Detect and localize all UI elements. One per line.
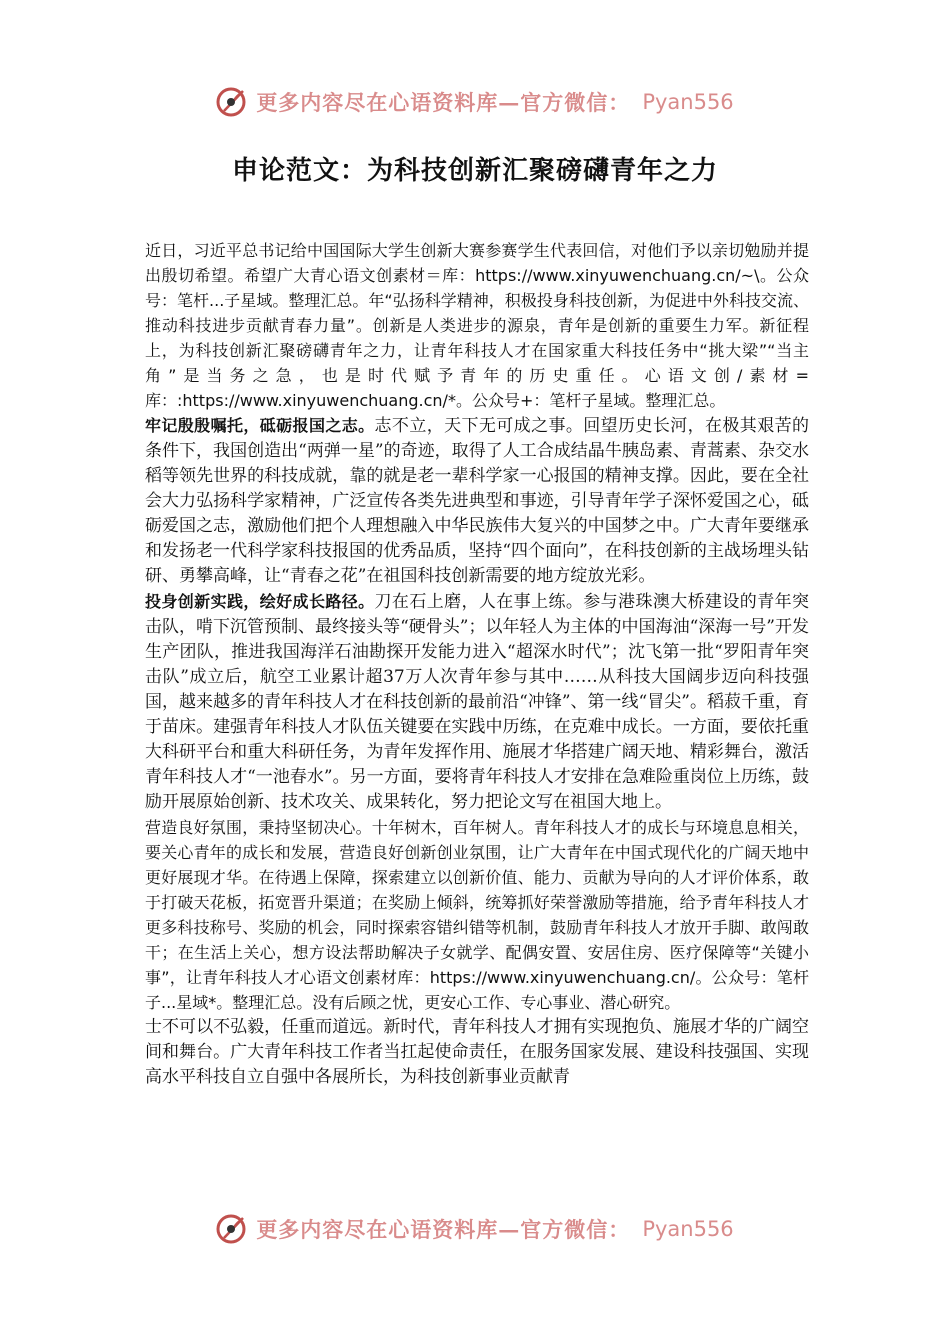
paragraph-text: 士不可以不弘毅，任重而道远。新时代，青年科技人才拥有实现抱负、施展才华的广阔空间和舞台。广大青年科技工作者当扛起使命责任，在服务国家发展、建设科技强国、实现高水平科技自立自强中各展所长，为科技创新事业贡献青 [145,1017,809,1087]
paragraph-lead: 投身创新实践，绘好成长路径。 [145,592,375,611]
page-title: 申论范文：为科技创新汇聚磅礴青年之力 [231,156,718,186]
paragraph-text: 刀在石上磨，人在事上练。参与港珠澳大桥建设的青年突击队，啃下沉管预制、最终接头等“硬骨头”；以年轻人为主体的中国海油“深海一号”开发生产团队，推进我国海洋石油勘探开发能力进入“超深水时代”；沈飞第一批“罗阳青年突击队”成立后，航空工业累计超37万人次青年参与其中……从科技大国阔步迈向科技强国，越来越多的青年科技人才在科技创新的最前沿“冲锋”、第一线“冒尖”。稻菽千重，育于苗床。建强青年科技人才队伍关键要在实践中历练，在克难中成长。一方面，要依托重大科研平台和重大科研任务，为青年发挥作用、施展才华搭建广阔天地、精彩舞台，激活青年科技人才“一池春水”。另一方面，要将青年科技人才安排在急难险重岗位上历练，鼓励开展原始创新、技术攻关、成果转化，努力把论文写在祖国大地上。 [145,592,809,812]
header-banner [0,84,950,120]
footer-banner [0,1211,950,1247]
paragraph-5 [145,1015,809,1090]
paragraph-lead: 牢记殷殷嘱托，砥砺报国之志。 [145,416,375,435]
banner-text: 更多内容尽在心语资料库—官方微信： [256,1217,631,1242]
article-body [145,238,809,1090]
paragraph-2 [145,413,809,589]
paragraph-1 [145,238,809,413]
quill-logo-icon [216,1212,250,1246]
banner-wechat-handle: Pyan556 [642,90,734,114]
paragraph-4 [145,815,809,1015]
paragraph-text: 营造良好氛围，秉持坚韧决心。十年树木，百年树人。青年科技人才的成长与环境息息相关，要关心青年的成长和发展，营造良好创新创业氛围，让广大青年在中国式现代化的广阔天地中更好展现才华。在待遇上保障，探索建立以创新价值、能力、贡献为导向的人才评价体系，敢于打破天花板，拓宽晋升渠道；在奖励上倾斜，统筹抓好荣誉激励等措施，给予青年科技人才更多科技称号、奖励的机会，同时探索容错纠错等机制，鼓励青年科技人才放开手脚、敢闯敢干；在生活上关心，想方设法帮助解决子女就学、配偶安置、安居住房、医疗保障等“关键小事”，让青年科技人才心语文创素材库：https://www.xinyuwenchuang.cn/。公众号：笔杆子...星域*。整理汇总。没有后顾之忧，更安心工作、专心事业、潜心研究。 [145,818,809,1012]
paragraph-3 [145,589,809,815]
banner-text: 更多内容尽在心语资料库—官方微信： [256,90,631,115]
paragraph-text: 近日，习近平总书记给中国国际大学生创新大赛参赛学生代表回信，对他们予以亲切勉励并提出殷切希望。希望广大青心语文创素材＝库：https://www.xinyuwenchuang.cn/~\。公众号：笔杆...子星域。整理汇总。年“弘扬科学精神，积极投身科技创新，为促进中外科技交流、推动科技进步贡献青春力量”。创新是人类进步的源泉，青年是创新的重要生力军。新征程上，为科技创新汇聚磅礴青年之力，让青年科技人才在国家重大科技任务中“挑大梁”“当主角”是当务之急，也是时代赋予青年的历史重任。心语文创/素材=库：:https://www.xinyuwenchuang.cn/*。公众号+：笔杆子星域。整理汇总。 [145,241,809,410]
paragraph-text: 志不立，天下无可成之事。回望历史长河，在极其艰苦的条件下，我国创造出“两弹一星”的奇迹，取得了人工合成结晶牛胰岛素、青蒿素、杂交水稻等领先世界的科技成就，靠的就是老一辈科学家一心报国的精神支撑。因此，要在全社会大力弘扬科学家精神，广泛宣传各类先进典型和事迹，引导青年学子深怀爱国之心，砥砺爱国之志，激励他们把个人理想融入中华民族伟大复兴的中国梦之中。广大青年要继承和发扬老一代科学家科技报国的优秀品质，坚持“四个面向”，在科技创新的主战场埋头钻研、勇攀高峰，让“青春之花”在祖国科技创新需要的地方绽放光彩。 [145,416,809,586]
quill-logo-icon [216,85,250,119]
banner-wechat-handle: Pyan556 [642,1217,734,1241]
